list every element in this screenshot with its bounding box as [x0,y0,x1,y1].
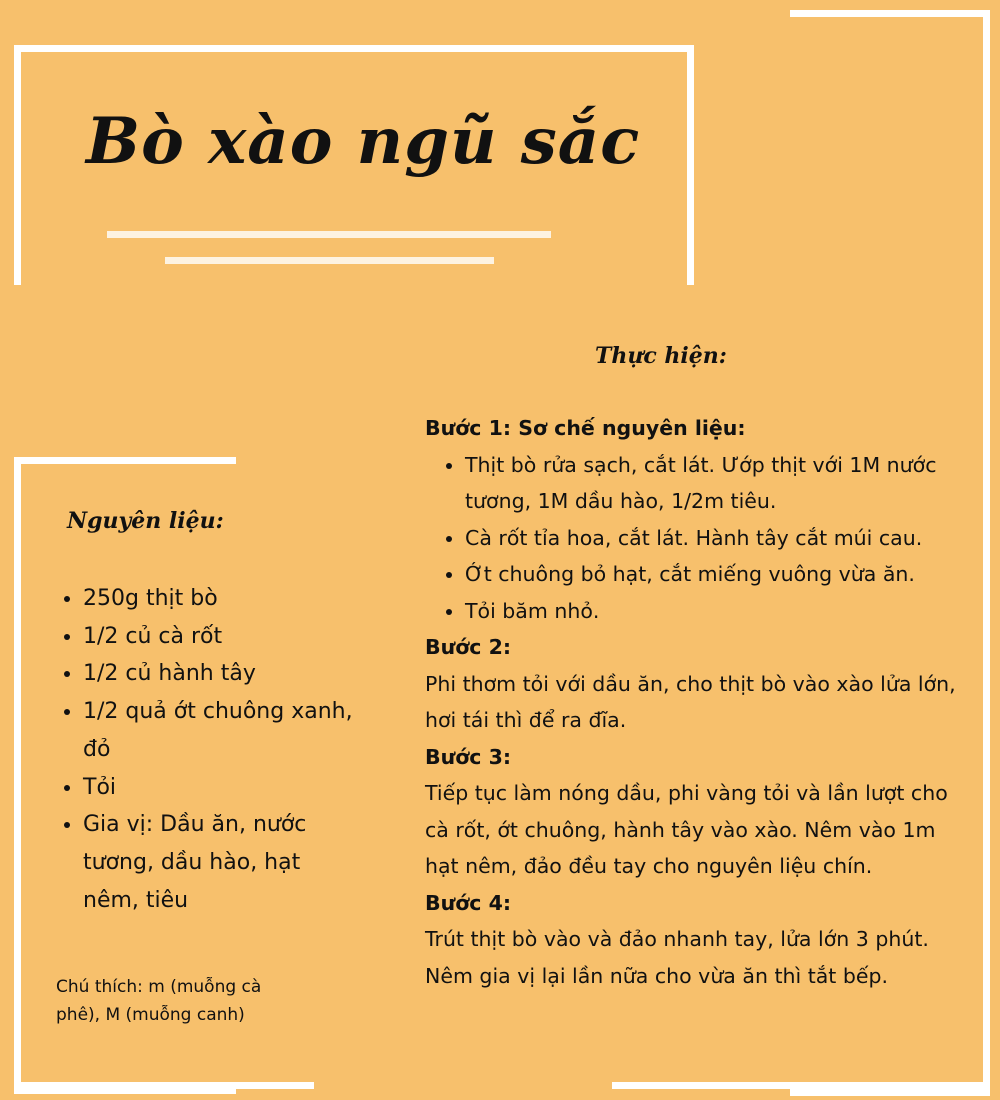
ingredient-item: • 1/2 quả ớt chuông xanh, đỏ [83,693,363,768]
ingredient-item: • 1/2 củ hành tây [83,655,363,693]
step-1-bullet: • Thịt bò rửa sạch, cắt lát. Ướp thịt với 1M nước tương, 1M dầu hào, 1/2m tiêu. [465,447,965,520]
ingredient-item: • 250g thịt bò [83,580,363,618]
step-1-title: Bước 1: Sơ chế nguyên liệu: [425,416,746,440]
step-4-text: Trút thịt bò vào và đảo nhanh tay, lửa lớn 3 phút. Nêm gia vị lại lần nữa cho vừa ăn thì tắt bếp. [425,927,929,988]
steps-body [425,410,965,994]
step-3-title: Bước 3: [425,744,512,769]
step-2-title: Bước 2: [425,635,512,659]
step-1-list [425,447,965,630]
ingredients-frame-bottom [14,1082,314,1089]
step-4-title: Bước 4: [425,890,512,915]
steps-heading: Thực hiện: [595,343,727,369]
step-1-bullet: • Ớt chuông bỏ hạt, cắt miếng vuông vừa ăn. [465,556,965,593]
ingredients-heading: Nguyên liệu: [67,508,224,534]
title-underline-short [165,257,494,264]
steps-frame-bottom [612,1082,990,1089]
ingredient-item: • Tỏi [83,769,363,807]
step-3-text: Tiếp tục làm nóng dầu, phi vàng tỏi và lần lượt cho cà rốt, ớt chuông, hành tây vào xào. Nêm vào 1m hạt nêm, đảo đều tay cho nguyên liệu chín. [425,781,948,878]
step-1-bullet: • Tỏi băm nhỏ. [465,593,965,630]
page-title: Bò xào ngũ sắc [86,104,641,179]
step-2-text: Phi thơm tỏi với dầu ăn, cho thịt bò vào xào lửa lớn, hơi tái thì để ra đĩa. [425,671,956,732]
ingredients-list [47,580,363,919]
ingredient-item: • 1/2 củ cà rốt [83,618,363,656]
ingredients-note: Chú thích: m (muỗng cà phê), M (muỗng canh) [56,977,262,1025]
ingredient-item: • Gia vị: Dầu ăn, nước tương, dầu hào, hạt nêm, tiêu [83,806,363,919]
step-1-bullet: • Cà rốt tỉa hoa, cắt lát. Hành tây cắt múi cau. [465,520,965,557]
title-underline-long [107,231,551,238]
